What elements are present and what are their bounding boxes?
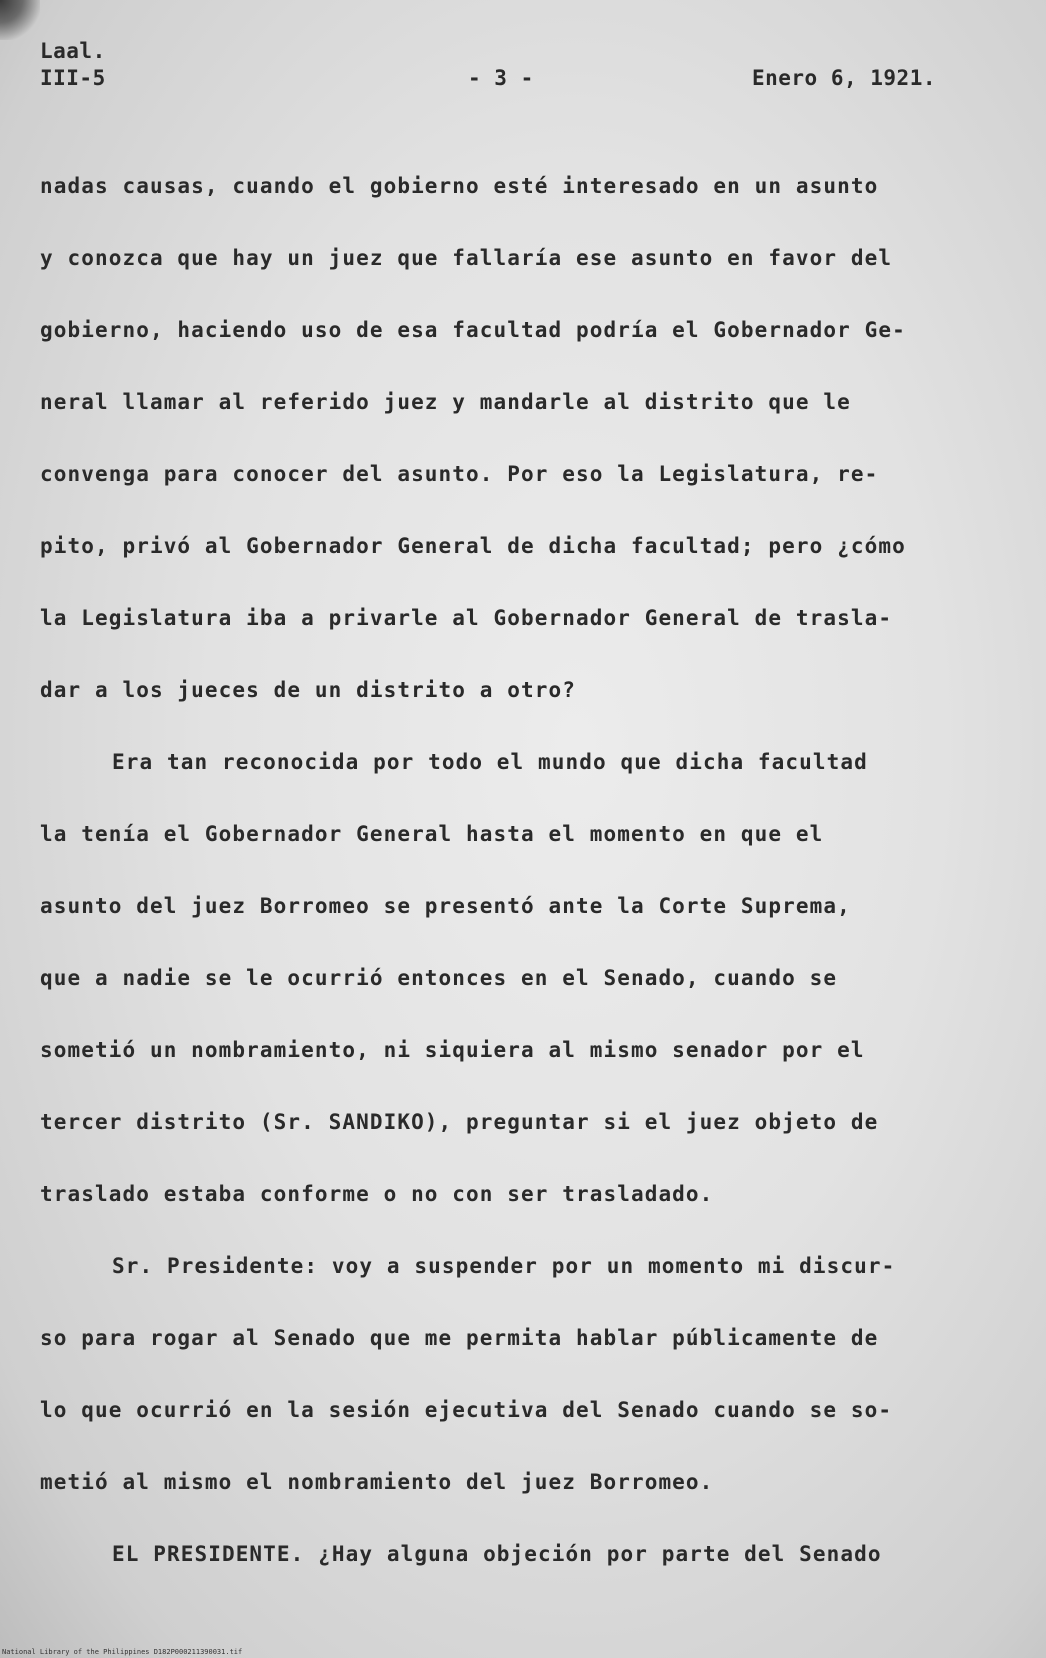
paragraph-start-line: Sr. Presidente: voy a suspender por un momento mi discur- [112, 1254, 896, 1278]
paragraph-start-line: EL PRESIDENTE. ¿Hay alguna objeción por parte del Senado [112, 1542, 882, 1566]
text-line: gobierno, haciendo uso de esa facultad podría el Gobernador Ge- [40, 318, 906, 342]
page-number: - 3 - [468, 66, 534, 90]
text-line: y conozca que hay un juez que fallaría ese asunto en favor del [40, 246, 893, 270]
text-line: traslado estaba conforme o no con ser trasladado. [40, 1182, 714, 1206]
header-code: III-5 [40, 66, 106, 90]
text-line: convenga para conocer del asunto. Por eso la Legislatura, re- [40, 462, 879, 486]
header-initials: Laal. [40, 39, 106, 63]
text-line: lo que ocurrió en la sesión ejecutiva del Senado cuando se so- [40, 1398, 893, 1422]
text-line: pito, privó al Gobernador General de dicha facultad; pero ¿cómo [40, 534, 906, 558]
text-line: metió al mismo el nombramiento del juez Borromeo. [40, 1470, 714, 1494]
text-line: la Legislatura iba a privarle al Gobernador General de trasla- [40, 606, 893, 630]
page-header [40, 38, 936, 98]
text-line: que a nadie se le ocurrió entonces en el Senado, cuando se [40, 966, 838, 990]
header-reference [40, 38, 106, 92]
paragraph-start-line: Era tan reconocida por todo el mundo que dicha facultad [112, 750, 868, 774]
scan-footer-caption: National Library of the Philippines D182P000211390031.tif [2, 1648, 243, 1656]
typed-body-text [40, 150, 950, 1590]
text-line: so para rogar al Senado que me permita hablar públicamente de [40, 1326, 879, 1350]
text-line: tercer distrito (Sr. SANDIKO), preguntar si el juez objeto de [40, 1110, 879, 1134]
text-line: dar a los jueces de un distrito a otro? [40, 678, 576, 702]
text-line: neral llamar al referido juez y mandarle al distrito que le [40, 390, 851, 414]
text-line: asunto del juez Borromeo se presentó ante la Corte Suprema, [40, 894, 851, 918]
header-date: Enero 6, 1921. [751, 66, 936, 90]
text-line: la tenía el Gobernador General hasta el momento en que el [40, 822, 824, 846]
text-line: sometió un nombramiento, ni siquiera al mismo senador por el [40, 1038, 865, 1062]
text-line: nadas causas, cuando el gobierno esté interesado en un asunto [40, 174, 879, 198]
scan-corner-shadow [0, 0, 40, 40]
